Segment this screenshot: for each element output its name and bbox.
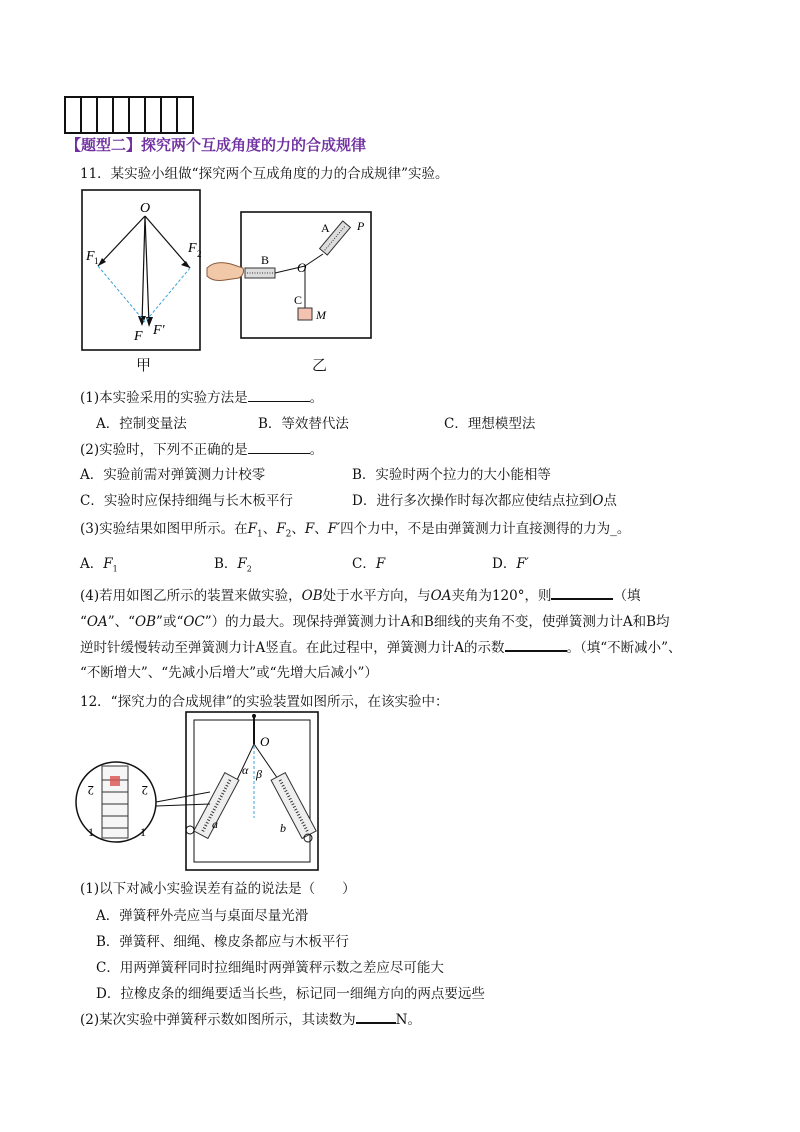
- string-oa: [305, 254, 323, 266]
- q11-p3-option-a: A．$F_1$: [80, 556, 118, 574]
- label-c: C: [294, 293, 303, 307]
- q12-stem: 12．“探究力的合成规律”的实验装置如图所示，在该实验中：: [80, 694, 449, 710]
- label-b: B: [261, 253, 270, 267]
- q12-p1-option-d: D．拉橡皮条的细绳要适当长些，标记同一细绳方向的两点要远些: [96, 986, 485, 1002]
- q11-p4-line3: 逆时针缓慢转动至弹簧测力计A竖直。在此过程中，弹簧测力计A的示数 。（填“不断减小”、: [80, 640, 682, 656]
- q11-p3-option-d: D．F′: [492, 556, 529, 572]
- board-frame: [186, 712, 318, 870]
- q11-p2-option-c: C．实验时应保持细绳与长木板平行: [80, 493, 293, 509]
- label-b: b: [280, 821, 286, 835]
- dial-digit: 2: [87, 783, 94, 798]
- answer-box: [176, 96, 194, 134]
- label-f: F: [134, 329, 143, 344]
- q11-p3-option-b: B．$F_2$: [214, 556, 252, 574]
- label-alpha: α: [242, 763, 249, 777]
- label-m: M: [316, 308, 326, 322]
- force-arrow-f1: [98, 216, 145, 266]
- dial-digit: 1: [140, 825, 146, 839]
- label-f2-sub: 2: [197, 249, 202, 259]
- q11-p2-option-d: D．进行多次操作时每次都应使结点拉到O点: [352, 493, 617, 509]
- q12-p1-option-a: A．弹簧秤外壳应当与桌面尽量光滑: [96, 908, 309, 924]
- label-o: O: [260, 734, 270, 749]
- caption-yi: 乙: [312, 356, 328, 374]
- q11-p1-option-a: A．控制变量法: [96, 416, 187, 432]
- q11-p1-option-c: C．理想模型法: [444, 416, 536, 432]
- dial-digit: 1: [88, 825, 94, 839]
- label-a: a: [212, 817, 218, 831]
- q11-p2: (2)实验时，下列不正确的是 。: [80, 442, 324, 458]
- q11-p2-option-a: A．实验前需对弹簧测力计校零: [80, 467, 266, 483]
- force-arrow-fprime: [145, 216, 149, 324]
- answer-blank[interactable]: [551, 586, 613, 600]
- label-f1-sub: 1: [94, 256, 99, 266]
- q11-p3: (3)实验结果如图甲所示。在$F_1$、$F_2$、F、F′四个力中，不是由弹簧测力计直接测得的力为_。: [80, 521, 631, 540]
- q11-p2-option-b: B．实验时两个拉力的大小能相等: [352, 467, 551, 483]
- q11-p4-line4: “不断增大”、“先减小后增大”或“先增大后减小”）: [80, 665, 378, 681]
- figure-q12: [74, 710, 322, 872]
- q11-p4-line2: “OA”、“OB”或“OC”）的力最大。现保持弹簧测力计A和B细线的夹角不变，使弹簧测力计A和B均: [80, 614, 670, 630]
- q12-p1-option-c: C．用两弹簧秤同时拉细绳时两弹簧秤示数之差应尽可能大: [96, 960, 444, 976]
- spring-scale-b: [271, 773, 316, 839]
- dashed-parallelogram-edge: [145, 268, 190, 322]
- q12-p2: (2)某次实验中弹簧秤示数如图所示，其读数为 N。: [80, 1012, 421, 1028]
- label-f1: F: [86, 249, 95, 264]
- label-f2: F: [188, 241, 197, 256]
- caption-jia: 甲: [136, 356, 152, 374]
- section-title: 【题型二】探究两个互成角度的力的合成规律: [66, 136, 367, 154]
- label-o: O: [140, 201, 151, 216]
- dial-digit: 2: [141, 783, 148, 798]
- dashed-parallelogram-edge: [98, 266, 145, 322]
- label-p: P: [357, 219, 365, 233]
- label-a: A: [321, 221, 330, 235]
- leader-line: [156, 792, 210, 802]
- q12-p1: (1)以下对减小实验误差有益的说法是（ ）: [80, 881, 356, 897]
- q11-stem: 11．某实验小组做“探究两个互成角度的力的合成规律”实验。: [80, 166, 449, 182]
- answer-blank[interactable]: [356, 1010, 396, 1024]
- force-arrow-f: [142, 216, 145, 323]
- label-beta: β: [256, 767, 262, 781]
- answer-box-grid: [64, 96, 192, 134]
- q11-p4-line1: (4)若用如图乙所示的装置来做实验，OB处于水平方向，与OA夹角为120°，则 （填: [80, 588, 641, 604]
- figure-jia: [80, 188, 210, 358]
- q11-p1-option-b: B．等效替代法: [258, 416, 349, 432]
- answer-blank[interactable]: [248, 441, 310, 454]
- label-fprime: F′: [153, 323, 165, 338]
- figure-yi: [205, 208, 375, 342]
- hand-icon: [207, 263, 244, 281]
- q12-p1-option-b: B．弹簧秤、细绳、橡皮条都应与木板平行: [96, 934, 349, 950]
- answer-blank[interactable]: [248, 389, 310, 402]
- answer-blank[interactable]: [505, 638, 567, 652]
- label-o: O: [297, 260, 307, 275]
- weight-m: [298, 308, 312, 320]
- q11-p3-option-c: C．F: [352, 556, 386, 572]
- q11-p1: (1)本实验采用的实验方法是 。: [80, 390, 324, 406]
- force-arrow-f2: [145, 216, 190, 268]
- pointer-icon: [110, 776, 120, 786]
